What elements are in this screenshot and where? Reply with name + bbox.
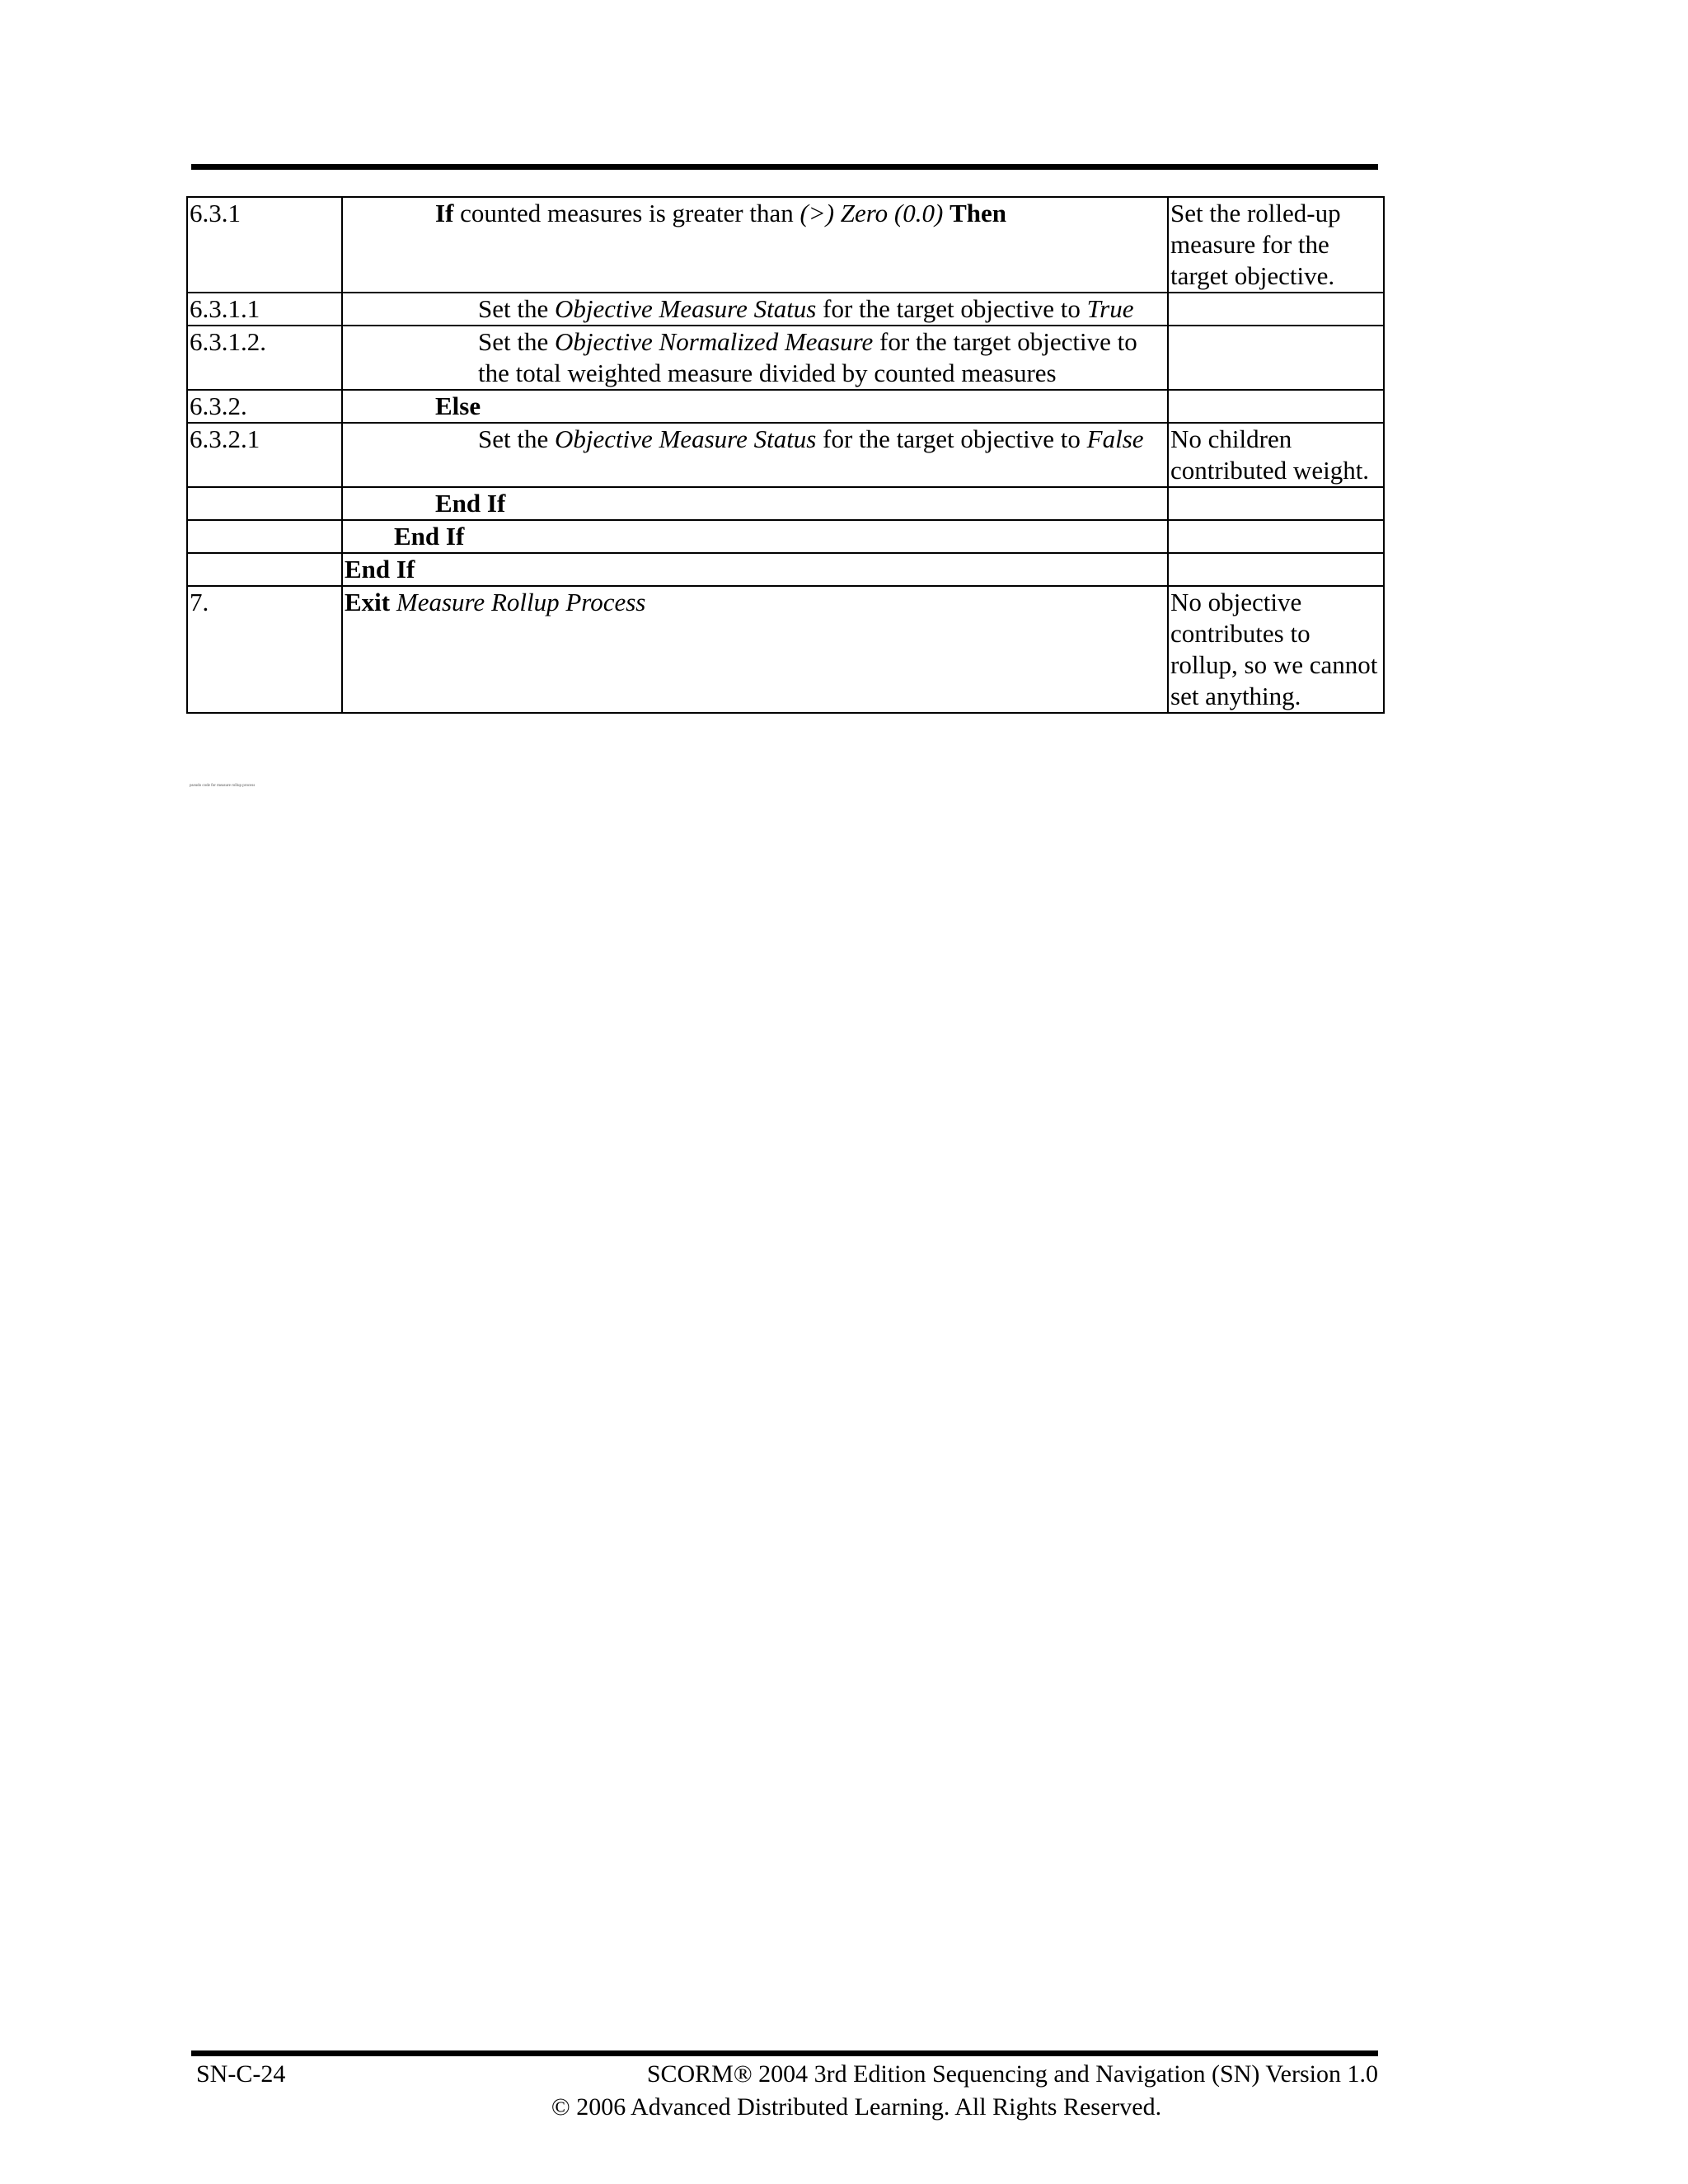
step-number [187, 520, 342, 553]
table-row [187, 293, 1384, 326]
footer-rule [191, 2050, 1378, 2056]
step-number: 6.3.1.2. [187, 326, 342, 390]
step-number [187, 553, 342, 586]
step-text-segment: Then [950, 199, 1007, 227]
step-text-segment: End If [435, 489, 506, 518]
behavior-note: No children contributed weight. [1168, 423, 1384, 487]
behavior-note [1168, 487, 1384, 520]
step-text [342, 390, 1168, 423]
table-row [187, 423, 1384, 487]
header-rule [191, 164, 1378, 170]
table-row [187, 586, 1384, 713]
step-text-segment: Else [435, 391, 481, 420]
behavior-note [1168, 293, 1384, 326]
copyright-notice: © 2006 Advanced Distributed Learning. All Rights Reserved. [551, 2093, 1162, 2121]
algorithm-table [186, 196, 1385, 714]
document-title: SCORM® 2004 3rd Edition Sequencing and Navigation (SN) Version 1.0 [646, 2060, 1378, 2088]
behavior-note [1168, 390, 1384, 423]
step-number: 6.3.1.1 [187, 293, 342, 326]
step-text [342, 293, 1168, 326]
step-text-segment: True [1086, 294, 1134, 323]
step-number: 7. [187, 586, 342, 713]
table-caption: pseudo code for measure rollup process [190, 784, 256, 788]
page-number: SN-C-24 [196, 2060, 286, 2088]
step-number: 6.3.2.1 [187, 423, 342, 487]
step-number: 6.3.2. [187, 390, 342, 423]
step-text-segment: Objective Measure Status [555, 294, 817, 323]
table-row [187, 197, 1384, 293]
step-text-segment [390, 588, 396, 616]
step-text [342, 487, 1168, 520]
step-text-segment: End If [394, 522, 465, 551]
step-text-segment: for the target objective to [816, 424, 1087, 453]
table-row [187, 326, 1384, 390]
step-text-segment: (>) Zero (0.0) [799, 199, 944, 227]
behavior-note: Set the rolled-up measure for the target objective. [1168, 197, 1384, 293]
step-text-segment: End If [345, 555, 415, 583]
step-text-segment: Objective Measure Status [555, 424, 817, 453]
step-text-segment: counted measures is greater than [453, 199, 800, 227]
behavior-note [1168, 520, 1384, 553]
step-text-segment: If [435, 199, 454, 227]
step-number: 6.3.1 [187, 197, 342, 293]
table-row [187, 520, 1384, 553]
step-text [342, 553, 1168, 586]
step-text [342, 423, 1168, 487]
step-text [342, 197, 1168, 293]
step-text [342, 586, 1168, 713]
step-text-segment: Measure Rollup Process [396, 588, 646, 616]
step-text-segment [943, 199, 950, 227]
step-text-segment: Set the [478, 294, 555, 323]
step-text-segment: Exit [345, 588, 391, 616]
step-text-segment: Set the [478, 424, 555, 453]
algorithm-table-body [187, 197, 1384, 713]
table-row [187, 553, 1384, 586]
behavior-note: No objective contributes to rollup, so we cannot set anything. [1168, 586, 1384, 713]
step-text [342, 520, 1168, 553]
step-text-segment: Objective Normalized Measure [555, 327, 874, 356]
step-text [342, 326, 1168, 390]
step-text-segment: for the target objective to [816, 294, 1087, 323]
table-row [187, 390, 1384, 423]
step-text-segment: for the target objective to the total weighted measure divided by counted measures [478, 327, 1137, 387]
table-row [187, 487, 1384, 520]
step-text-segment: False [1086, 424, 1144, 453]
step-text-segment: Set the [478, 327, 555, 356]
behavior-note [1168, 553, 1384, 586]
step-number [187, 487, 342, 520]
behavior-note [1168, 326, 1384, 390]
